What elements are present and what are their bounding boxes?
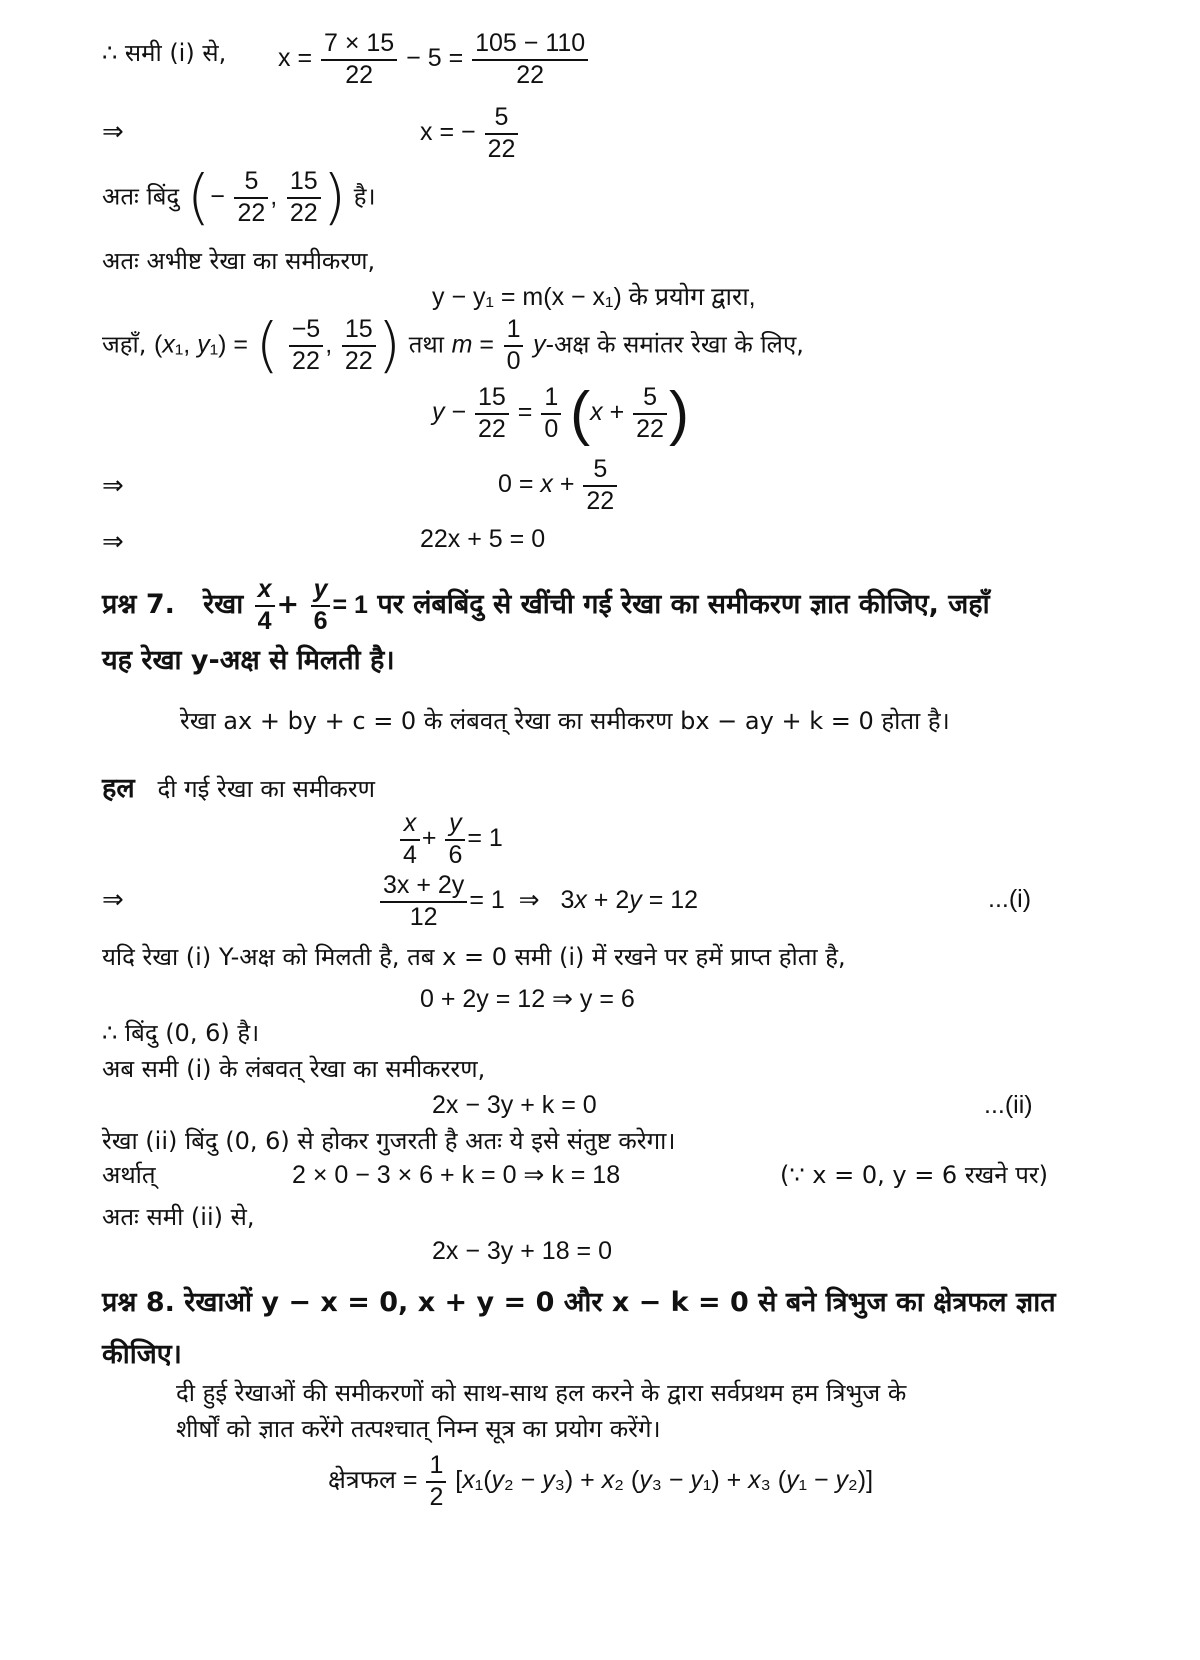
question-8: प्रश्न 8. रेखाओं y − x = 0, x + y = 0 और x − k = 0 से बने त्रिभुज का क्षेत्रफल ज्ञात [102, 1287, 1056, 1318]
equation-tag-ii: ...(ii) [984, 1091, 1033, 1119]
line-if-meets-y-axis: यदि रेखा (i) Y-अक्ष को मिलती है, तब x = 0 समी (i) में रखने पर हमें प्राप्त होता है, [102, 943, 846, 971]
x-equals-minus-5-over-22: x = − $\frac{5}{22}$ [420, 104, 520, 163]
equation-tag-i: ...(i) [988, 885, 1032, 913]
line-required-equation: अतः अभीष्ट रेखा का समीकरण, [102, 247, 376, 275]
x-value-equation: x = $\frac{7 \times 15}{22}$ − 5 = $\frac{105 - 110}{22}$ [278, 30, 590, 89]
line-2x-3y-k: 2x − 3y + k = 0 [432, 1091, 597, 1119]
line-final-22x-plus-5: 22x + 5 = 0 [420, 525, 546, 553]
therefore-from-eq-i-label: ∴ समी (i) से, [102, 39, 227, 67]
line-k-equals-18: 2 × 0 − 3 × 6 + k = 0 ⇒ k = 18 [292, 1161, 621, 1189]
question-8-continued: कीजिए। [102, 1339, 182, 1370]
question-7-continued: यह रेखा y-अक्ष से मिलती है। [102, 645, 395, 676]
line-passes-through: रेखा (ii) बिंदु (0, 6) से होकर गुजरती है अतः ये इसे संतुष्ट करेगा। [102, 1127, 676, 1155]
line-point-is: अतः बिंदु (− $\frac{5}{22}$ , $\frac{15}{22}$ ) है। [102, 162, 376, 233]
line-solving-simultaneously: दी हुई रेखाओं की समीकरणों को साथ-साथ हल करने के द्वारा सर्वप्रथम हम त्रिभुज के [176, 1379, 907, 1407]
line-substitution: y − $\frac{15}{22}$ = $\frac{1}{0}$ (x + $\frac{5}{22}$ ) [432, 379, 689, 447]
implies-arrow: ⇒ [102, 471, 124, 501]
hint-perpendicular-line: रेखा ax + by + c = 0 के लंबवत् रेखा का समीकरण bx − ay + k = 0 होता है। [180, 707, 950, 735]
line-point-slope-form: y − y₁ = m(x − x₁) के प्रयोग द्वारा, [432, 283, 756, 311]
line-that-is: अर्थात् [102, 1161, 156, 1189]
solution-heading: हल दी गई रेखा का समीकरण [102, 773, 376, 804]
line-therefore-from-eq-i [102, 40, 226, 66]
line-final-2x-3y-18: 2x − 3y + 18 = 0 [432, 1237, 612, 1265]
line-perpendicular-equation: अब समी (i) के लंबवत् रेखा का समीकररण, [102, 1055, 486, 1083]
implies-arrow: ⇒ [102, 527, 124, 557]
equation-x4-y6: $\frac{x}{4}$ + $\frac{y}{6}$ = 1 [398, 810, 503, 869]
line-0-plus-2y: 0 + 2y = 12 ⇒ y = 6 [420, 985, 635, 1013]
question-7: प्रश्न 7. रेखा $\frac{x}{4}$ + $\frac{y}{6}$ = 1 पर लंबबिंदु से खींची गई रेखा का समीकरण ज्ञात कीजिए, जहाँ [102, 575, 990, 635]
line-from-eq-ii: अतः समी (ii) से, [102, 1203, 255, 1231]
area-formula: क्षेत्रफल = $\frac{1}{2}$ [x₁(y₂ − y₃) + x₂ (y₃ − y₁) + x₃ (y₁ − y₂)] [328, 1451, 874, 1511]
line-zero-equals: 0 = x + $\frac{5}{22}$ [498, 456, 619, 515]
fraction-105-minus-110-over-22: $\frac{105 - 110}{22}$ [472, 30, 588, 89]
line-where-x1-y1: जहाँ, (x₁, y₁) = ( $\frac{-5}{22}$ , $\frac{15}{22}$ ) तथा m = $\frac{1}{0}$ y-अक्ष के समांतर रेखा के लिए, [102, 310, 804, 381]
line-point-0-6: ∴ बिंदु (0, 6) है। [102, 1019, 260, 1047]
implies-arrow: ⇒ [102, 885, 124, 915]
fraction-7x15-over-22: $\frac{7 \times 15}{22}$ [321, 30, 397, 89]
implies-arrow: ⇒ [102, 117, 124, 147]
equation-3x-2y: $\frac{3x + 2y}{12}$ = 1 ⇒ 3x + 2y = 12 [378, 872, 698, 931]
line-substituting-note: (∵ x = 0, y = 6 रखने पर) [780, 1161, 1049, 1189]
line-vertices-formula: शीर्षों को ज्ञात करेंगे तत्पश्चात् निम्न सूत्र का प्रयोग करेंगे। [176, 1415, 661, 1443]
